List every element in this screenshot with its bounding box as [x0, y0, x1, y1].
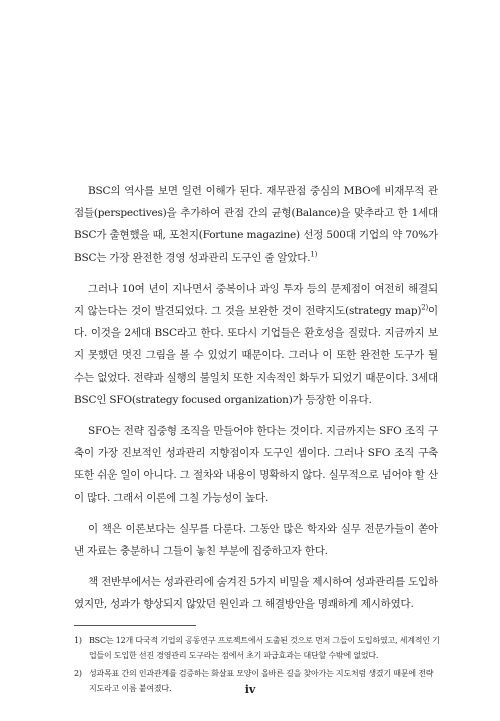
footnote-text: BSC는 12개 다국적 기업의 공동연구 프로젝트에서 도출된 것으로 먼저 그들이 도입하였고, 세계적인 기업들이 도입한 선진 경영관리 도구라는 점에서 초기 파급효과는 대단할 수밖에 없었다. — [89, 636, 440, 660]
paragraph-text-continued: 이다. 이것을 2세대 BSC라고 한다. 또다시 기업들은 환호성을 질렀다. 지금까지 보지 못했던 멋진 그림을 볼 수 있었기 때문이다. 그러나 이 또한 완전한 도구가 될 수는 없었다. 전략과 실행의 불일치 또한 지속적인 화두가 되었기 때문이다. 3세대 BSC인 SFO(strategy focused organization)가 등장한 이유다. — [74, 305, 438, 406]
paragraph-text: 책 전반부에서는 성과관리에 숨겨진 5가지 비밀을 제시하여 성과관리를 도입하였지만, 성과가 향상되지 않았던 원인과 그 해결방안을 명쾌하게 제시하였다. — [74, 576, 438, 611]
footnote-ref-2[interactable]: 2) — [421, 303, 429, 312]
paragraph-text: SFO는 전략 집중형 조직을 만들어야 한다는 것이다. 지금까지는 SFO 조직 구축이 가장 진보적인 성과관리 지향점이자 도구인 셈이다. 그러나 SFO 조직 구축 또한 쉬운 일이 아니다. 그 절차와 내용이 명확하지 않다. 실무적으로 넘어야 할 산이 많다. 그래서 이론에 그칠 가능성이 높다. — [74, 425, 438, 504]
footnote-divider — [74, 625, 196, 626]
footnote-text: 성과목표 간의 인과관계를 검증하는 화살표 모양이 올바른 길을 찾아가는 지도처럼 생겼기 때문에 전략지도라고 이름 붙여졌다. — [89, 669, 434, 693]
page-number: iv — [244, 683, 256, 696]
paragraph-text: 이 책은 이론보다는 실무를 다룬다. 그동안 많은 학자와 실무 전문가들이 쏟아낸 자료는 충분하니 그들이 놓친 부분에 집중하고자 한다. — [74, 522, 438, 558]
paragraph-5 — [74, 571, 438, 615]
footnote-ref-1[interactable]: 1) — [310, 250, 318, 259]
paragraph-text: 그러나 10여 년이 지나면서 중복이나 과잉 투자 등의 문제점이 여전히 해결되지 않는다는 것이 발견되었다. 그 것을 보완한 것이 전략지도(strategy map) — [74, 282, 438, 318]
paragraph-4 — [74, 518, 438, 562]
paragraph-text: BSC의 역사를 보면 일련 이해가 된다. 재무관점 중심의 MBO에 비재무적 관점들(perspectives)을 추가하여 관점 간의 균형(Balance)을 맞추라고 한 1세대 BSC가 출현했을 때, 포천지(Fortune magazine) 선정 500대 기업의 약 70%가 BSC는 가장 완전한 경영 성과관리 도구인 줄 알았다. — [74, 185, 438, 264]
body-text — [74, 180, 438, 616]
paragraph-1 — [74, 180, 438, 269]
footnote-number: 2) — [74, 669, 82, 678]
paragraph-3 — [74, 420, 438, 509]
footnote-1 — [74, 634, 440, 663]
footnote-number: 1) — [74, 636, 82, 645]
paragraph-2 — [74, 278, 438, 411]
